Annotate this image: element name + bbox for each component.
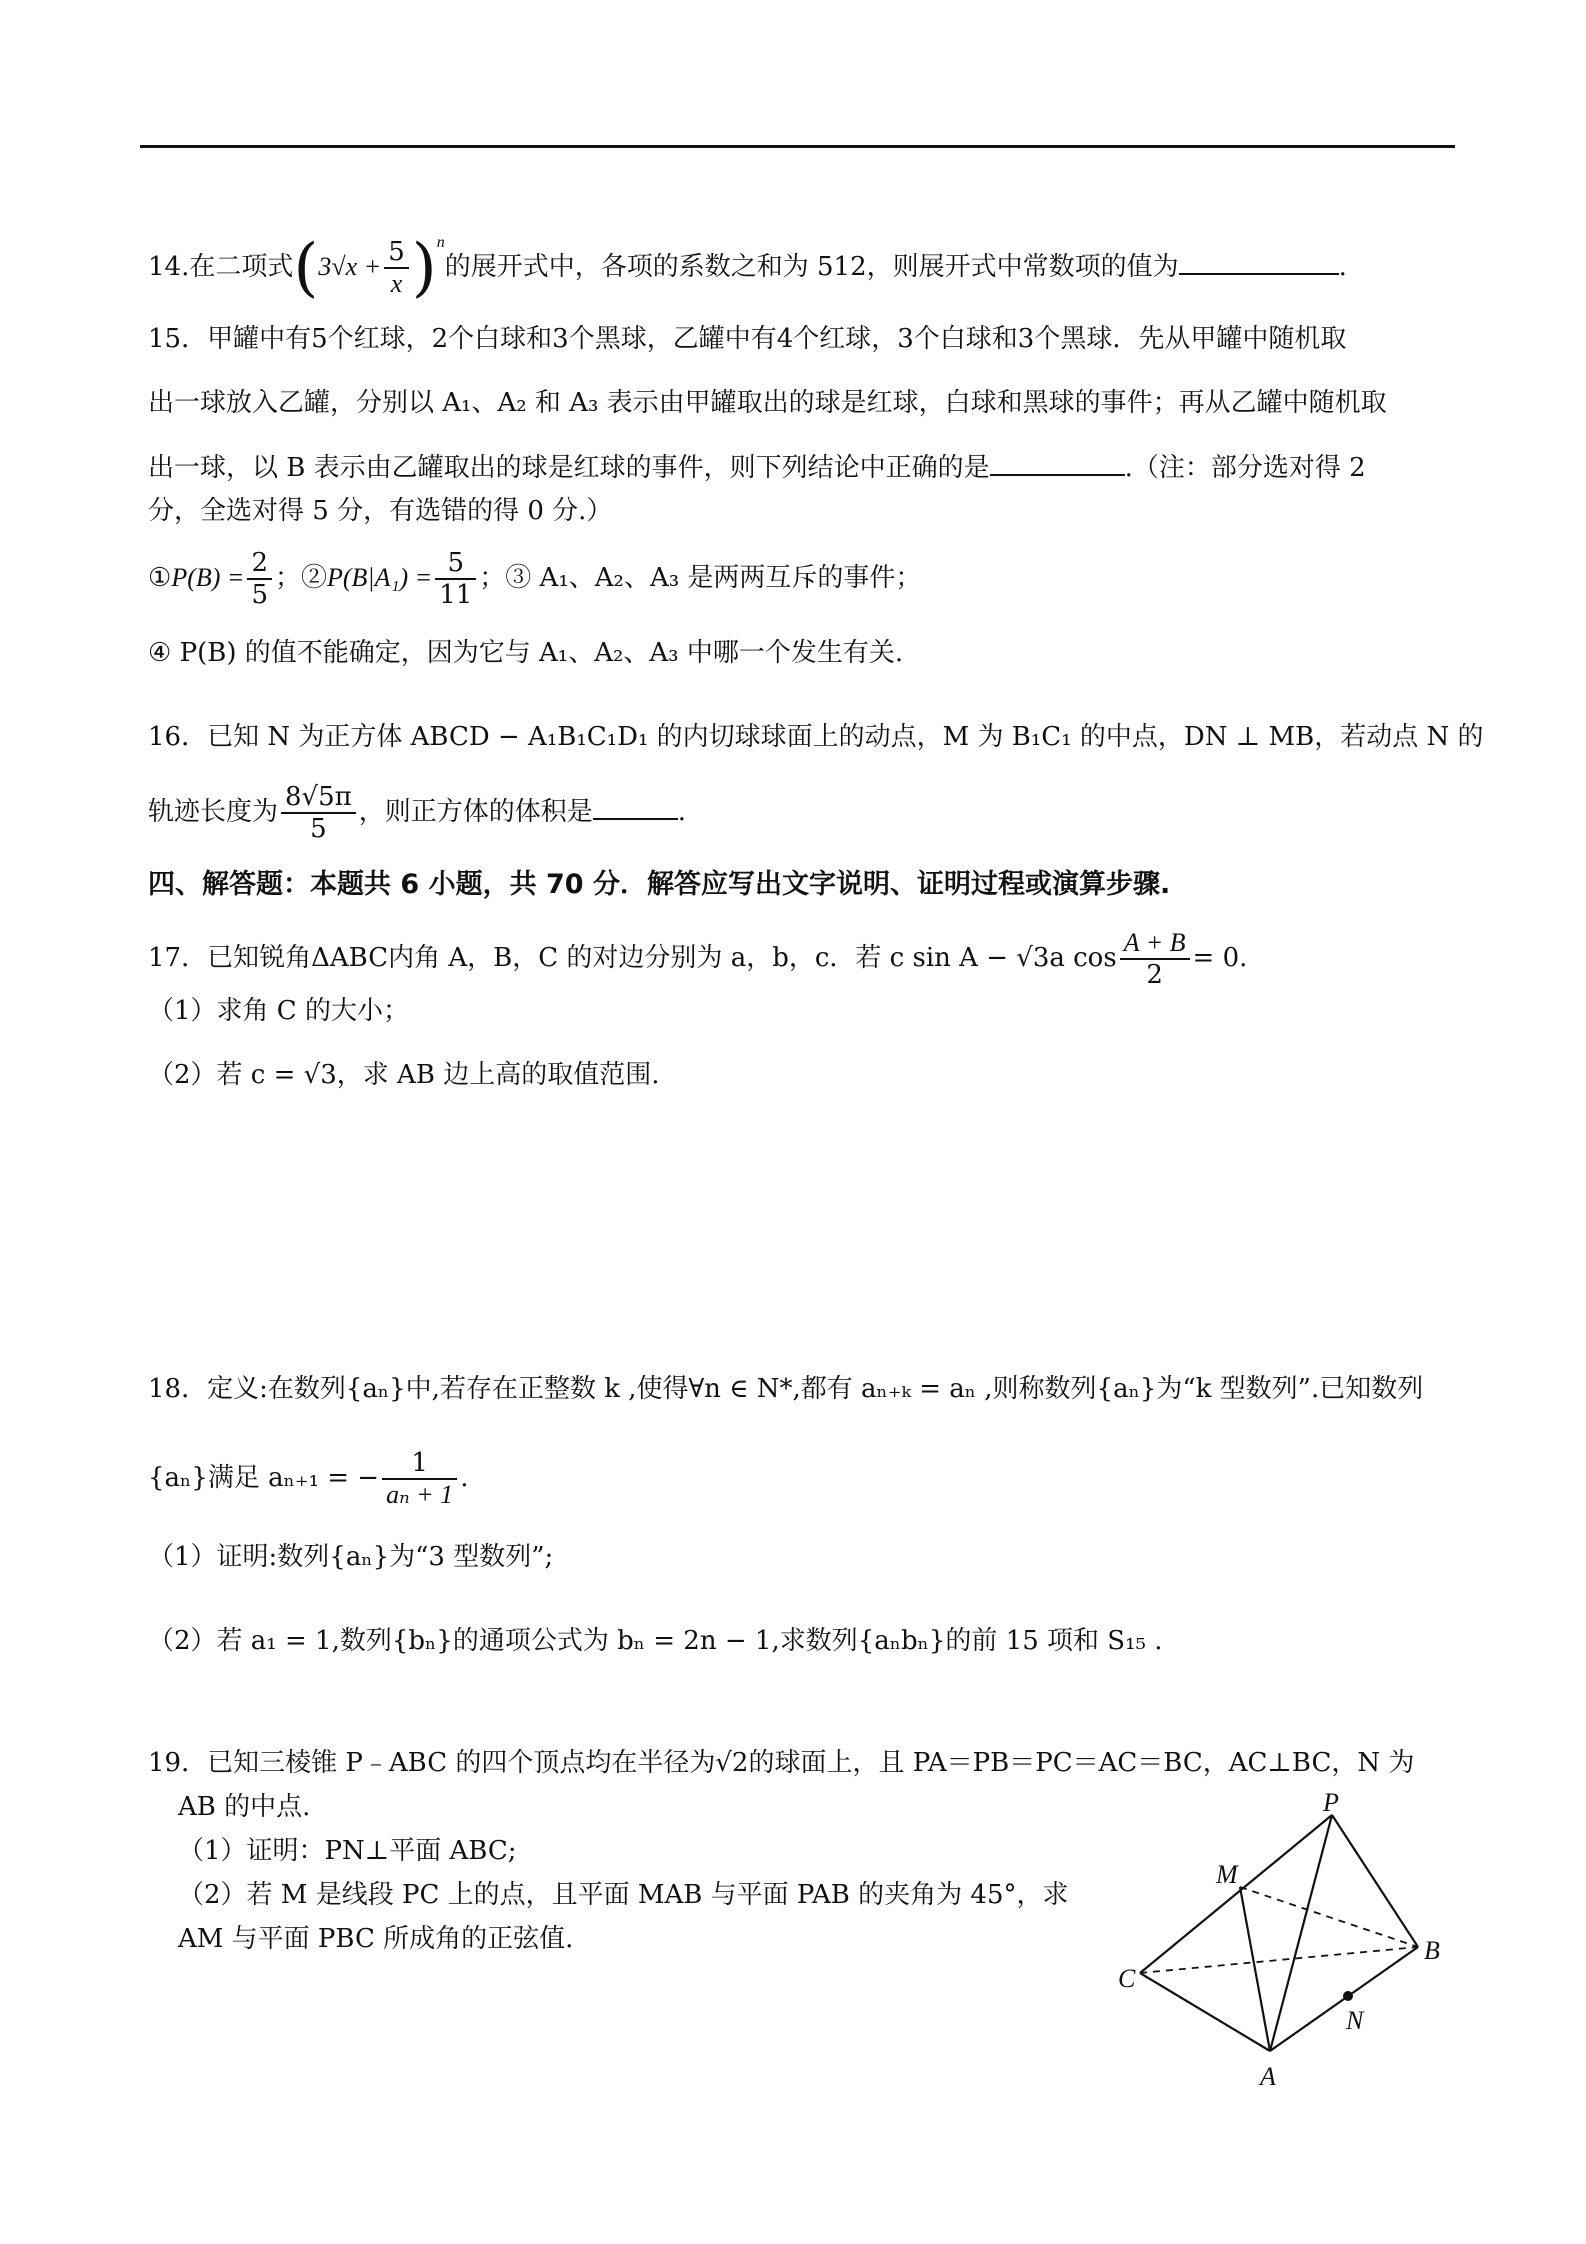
question-19-line-2: AB 的中点. bbox=[178, 1792, 311, 1822]
fraction: $\frac{8√5\pi}{5}$ bbox=[281, 782, 356, 844]
label-n: N bbox=[1346, 2006, 1364, 2035]
edge-mb bbox=[1240, 1887, 1418, 1947]
edge-pa bbox=[1270, 1815, 1332, 2051]
question-16-line-1: 16．已知 N 为正方体 ABCD − A₁B₁C₁D₁ 的内切球球面上的动点，M 为 B₁C₁ 的中点，DN ⊥ MB，若动点 N 的 bbox=[148, 722, 1484, 752]
edge-ma bbox=[1240, 1887, 1270, 2051]
question-15-option-4: ④ P(B) 的值不能确定，因为它与 A₁、A₂、A₃ 中哪一个发生有关. bbox=[148, 638, 904, 668]
pyramid-figure bbox=[1118, 1788, 1460, 2095]
question-15-options-1-3: ①P(B) = $\frac{2}{5}$ ；②P(B|A₁) = $\frac{5}{11}$ ；③ A₁、A₂、A₃ 是两两互斥的事件； bbox=[148, 548, 922, 610]
question-18-part-2: （2）若 a₁ = 1,数列{bₙ}的通项公式为 bₙ = 2n − 1,求数列{aₙbₙ}的前 15 项和 S₁₅ . bbox=[148, 1626, 1163, 1656]
fraction: $\frac{2}{5}$ bbox=[247, 548, 272, 610]
edge-cb bbox=[1140, 1947, 1418, 1973]
question-19-part-3: AM 与平面 PBC 所成角的正弦值. bbox=[178, 1924, 574, 1954]
fraction: $\frac{1}{\text{aₙ + 1}}$ bbox=[382, 1448, 457, 1510]
edge-ca bbox=[1140, 1973, 1270, 2051]
fraction: $\frac{A + B}{2}$ bbox=[1120, 928, 1190, 990]
edge-pb bbox=[1332, 1815, 1418, 1947]
edge-pc bbox=[1140, 1815, 1332, 1973]
label-p: P bbox=[1323, 1788, 1339, 1817]
fraction: $\frac{5}{11}$ bbox=[435, 548, 476, 610]
fraction: $\frac{5}{x}$ bbox=[384, 237, 409, 299]
question-17-line-1: 17．已知锐角ΔABC内角 A，B，C 的对边分别为 a，b，c．若 c sin A − √3a cos $\frac{A + B}{2}$ = 0. bbox=[148, 928, 1248, 990]
question-18-line-2: {aₙ}满足 aₙ₊₁ = − $\frac{1}{\text{aₙ + 1}}$ . bbox=[148, 1448, 469, 1509]
answer-blank[interactable] bbox=[990, 448, 1125, 476]
question-19-part-1: （1）证明：PN⊥平面 ABC; bbox=[178, 1836, 517, 1866]
question-18-line-1: 18．定义:在数列{aₙ}中,若存在正整数 k ,使得∀n ∈ N*,都有 aₙ₊ₖ = aₙ ,则称数列{aₙ}为“k 型数列”.已知数列 bbox=[148, 1374, 1424, 1404]
question-14: 14.在二项式(3√x + $\frac{5}{x}$ )$^n$的展开式中，各项的系数之和为 512，则展开式中常数项的值为 . bbox=[148, 231, 1347, 305]
question-15-line-3: 出一球，以 B 表示由乙罐取出的球是红球的事件，则下列结论中正确的是 .（注：部分选对得 2 bbox=[148, 448, 1366, 485]
question-15-line-2: 出一球放入乙罐，分别以 A₁、A₂ 和 A₃ 表示由甲罐取出的球是红球，白球和黑球的事件；再从乙罐中随机取 bbox=[148, 388, 1387, 418]
label-b: B bbox=[1424, 1936, 1440, 1965]
question-19-line-1: 19．已知三棱锥 P﹣ABC 的四个顶点均在半径为√2的球面上，且 PA＝PB＝PC＝AC＝BC，AC⊥BC，N 为 bbox=[148, 1748, 1415, 1778]
label-a: A bbox=[1260, 2062, 1276, 2091]
question-16-line-2: 轨迹长度为 $\frac{8√5\pi}{5}$ ，则正方体的体积是 . bbox=[148, 782, 687, 844]
answer-blank[interactable] bbox=[1179, 247, 1339, 275]
point-n bbox=[1343, 1991, 1353, 2001]
label-c: C bbox=[1118, 1964, 1136, 1993]
question-15-line-1: 15．甲罐中有5个红球，2个白球和3个黑球，乙罐中有4个红球，3个白球和3个黑球．先从甲罐中随机取 bbox=[148, 324, 1347, 354]
answer-blank[interactable] bbox=[593, 792, 678, 820]
header-rule bbox=[140, 145, 1455, 148]
question-17-part-1: （1）求角 C 的大小； bbox=[148, 996, 409, 1026]
question-17-part-2: （2）若 c = √3，求 AB 边上高的取值范围. bbox=[148, 1060, 660, 1090]
question-18-part-1: （1）证明:数列{aₙ}为“3 型数列”; bbox=[148, 1542, 554, 1572]
question-15-line-4: 分，全选对得 5 分，有选错的得 0 分.） bbox=[148, 496, 613, 526]
label-m: M bbox=[1216, 1860, 1238, 1889]
section-heading: 四、解答题：本题共 6 小题，共 70 分．解答应写出文字说明、证明过程或演算步骤. bbox=[148, 869, 1171, 900]
question-19-part-2: （2）若 M 是线段 PC 上的点，且平面 MAB 与平面 PAB 的夹角为 45°，求 bbox=[178, 1880, 1069, 1910]
